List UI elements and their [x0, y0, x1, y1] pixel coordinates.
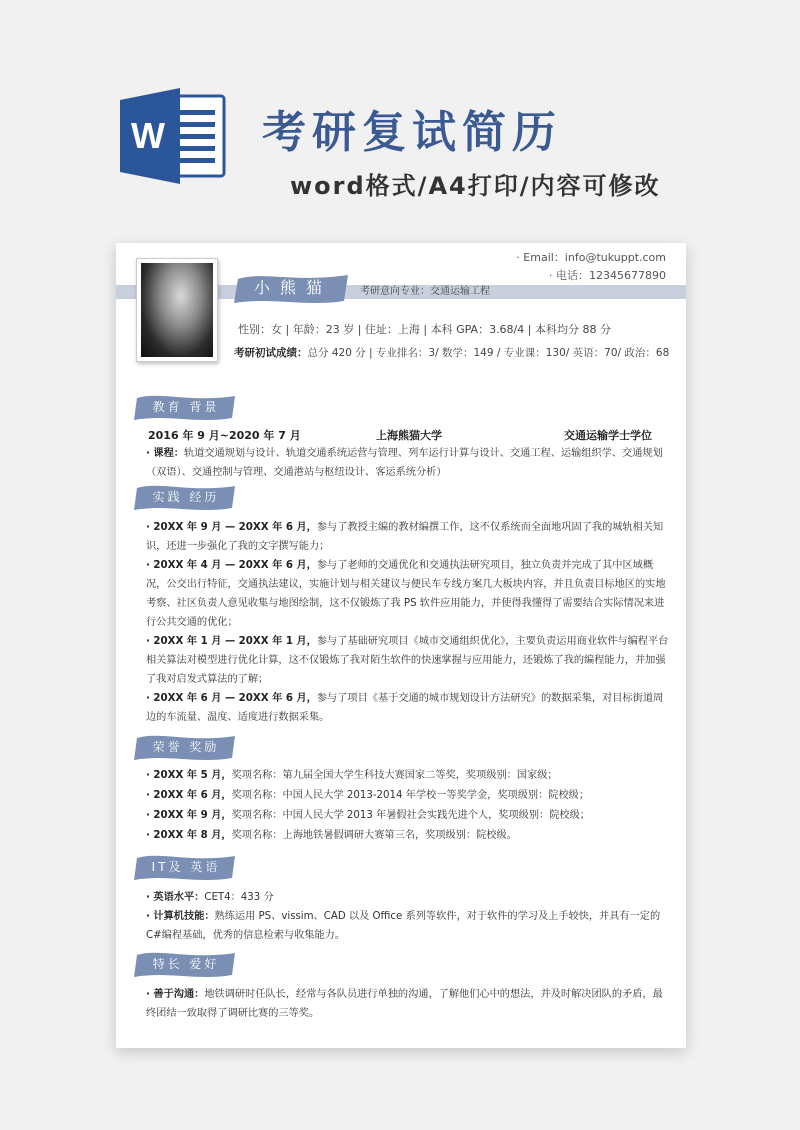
- section-education-header: 教育 背景: [134, 393, 238, 421]
- education-degree: 交通运输学士学位: [564, 429, 652, 442]
- education-period: 2016 年 9 月~2020 年 7 月: [148, 429, 301, 442]
- education-content: [146, 426, 670, 482]
- education-courses: · 课程：轨道交通规划与设计、轨道交通系统运营与管理、列车运行计算与设计、交通工程、运输组织学、交通规划（双语）、交通控制与管理、交通港站与枢纽设计、客运系统分析）: [146, 448, 663, 478]
- english-level: · 英语水平：CET4：433 分: [146, 892, 274, 903]
- practice-item: · 20XX 年 1 月 — 20XX 年 1 月，参与了基础研究项目《城市交通组织优化》，主要负责运用商业软件与编程平台相关算法对模型进行优化计算，这不仅锻炼了我对陌生软件的快速掌握与应用能力，还锻炼了我的编程能力，并加强了我对启发式算法的了解；: [146, 636, 669, 685]
- section-skills-header: 特长 爱好: [134, 950, 238, 978]
- candidate-name: 小熊猫: [253, 278, 332, 297]
- basic-info: 性别：女 | 年龄：23 岁 | 住址：上海 | 本科 GPA：3.68/4 | 本科均分 88 分: [238, 323, 611, 336]
- exam-scores: [234, 345, 669, 360]
- exam-label: 考研初试成绩：: [234, 347, 308, 359]
- honor-item: · 20XX 年 6 月，奖项名称：中国人民大学 2013-2014 年学校一等奖学金，奖项级别：院校级；: [146, 790, 590, 801]
- contact-email: · Email：info@tukuppt.com: [516, 251, 666, 264]
- honor-item: · 20XX 年 5 月，奖项名称：第九届全国大学生科技大赛国家二等奖，奖项级别：国家级；: [146, 770, 558, 781]
- section-it-english-header: IT及 英语: [134, 853, 238, 881]
- practice-content: [146, 518, 670, 727]
- word-icon: [118, 86, 228, 186]
- word-logo-letter: W: [131, 115, 165, 156]
- education-row: [146, 426, 670, 444]
- page-title: 考研复试简历: [262, 107, 562, 158]
- contact-phone: · 电话：12345677890: [549, 269, 666, 282]
- target-major: 考研意向专业：交通运输工程: [360, 286, 490, 297]
- section-practice-header: 实践 经历: [134, 483, 238, 511]
- section-honors-header: 荣誉 奖励: [134, 733, 238, 761]
- honors-content: [146, 766, 670, 846]
- computer-skills: · 计算机技能：熟练运用 PS、vissim、CAD 以及 Office 系列等软件，对于软件的学习及上手较快，并具有一定的 C#编程基础，优秀的信息检索与收集能力。: [146, 911, 661, 941]
- resume-page: [116, 243, 686, 1048]
- practice-item: · 20XX 年 9 月 — 20XX 年 6 月，参与了教授主编的教材编撰工作，这不仅系统而全面地巩固了我的城轨相关知识，还进一步强化了我的文字撰写能力；: [146, 522, 664, 552]
- education-school: 上海熊猫大学: [376, 429, 442, 442]
- avatar: [136, 258, 218, 362]
- it-english-content: [146, 888, 670, 945]
- honor-item: · 20XX 年 8 月，奖项名称：上海地铁暑假调研大赛第三名，奖项级别：院校级。: [146, 830, 517, 841]
- exam-score-values: 总分 420 分 | 专业排名：3/ 数学：149 / 专业课：130/ 英语：70/ 政治：68: [307, 347, 670, 359]
- practice-item: · 20XX 年 4 月 — 20XX 年 6 月，参与了老师的交通优化和交通执法研究项目，独立负责并完成了其中区域概况，公交出行特征，交通执法建议，实施计划与相关建议与便民车专线方案几大板块内容，并且负责目标地区的实地考察、社区负责人意见收集与地图绘制，这不仅锻炼了我 PS 软件应用能力，并使得我懂得了需要结合实际情况来进行公共交通的优化；: [146, 560, 666, 628]
- page-subtitle: word格式/A4打印/内容可修改: [290, 172, 661, 200]
- skill-item: · 善于沟通：地铁调研时任队长，经常与各队员进行单独的沟通，了解他们心中的想法，并及时解决团队的矛盾，最终团结一致取得了调研比赛的三等奖。: [146, 989, 663, 1019]
- skills-content: [146, 985, 670, 1023]
- practice-item: · 20XX 年 6 月 — 20XX 年 6 月，参与了项目《基于交通的城市规划设计方法研究》的数据采集，对目标街道周边的车流量、温度、适度进行数据采集。: [146, 693, 664, 723]
- honor-item: · 20XX 年 9 月，奖项名称：中国人民大学 2013 年暑假社会实践先进个人，奖项级别：院校级；: [146, 810, 590, 821]
